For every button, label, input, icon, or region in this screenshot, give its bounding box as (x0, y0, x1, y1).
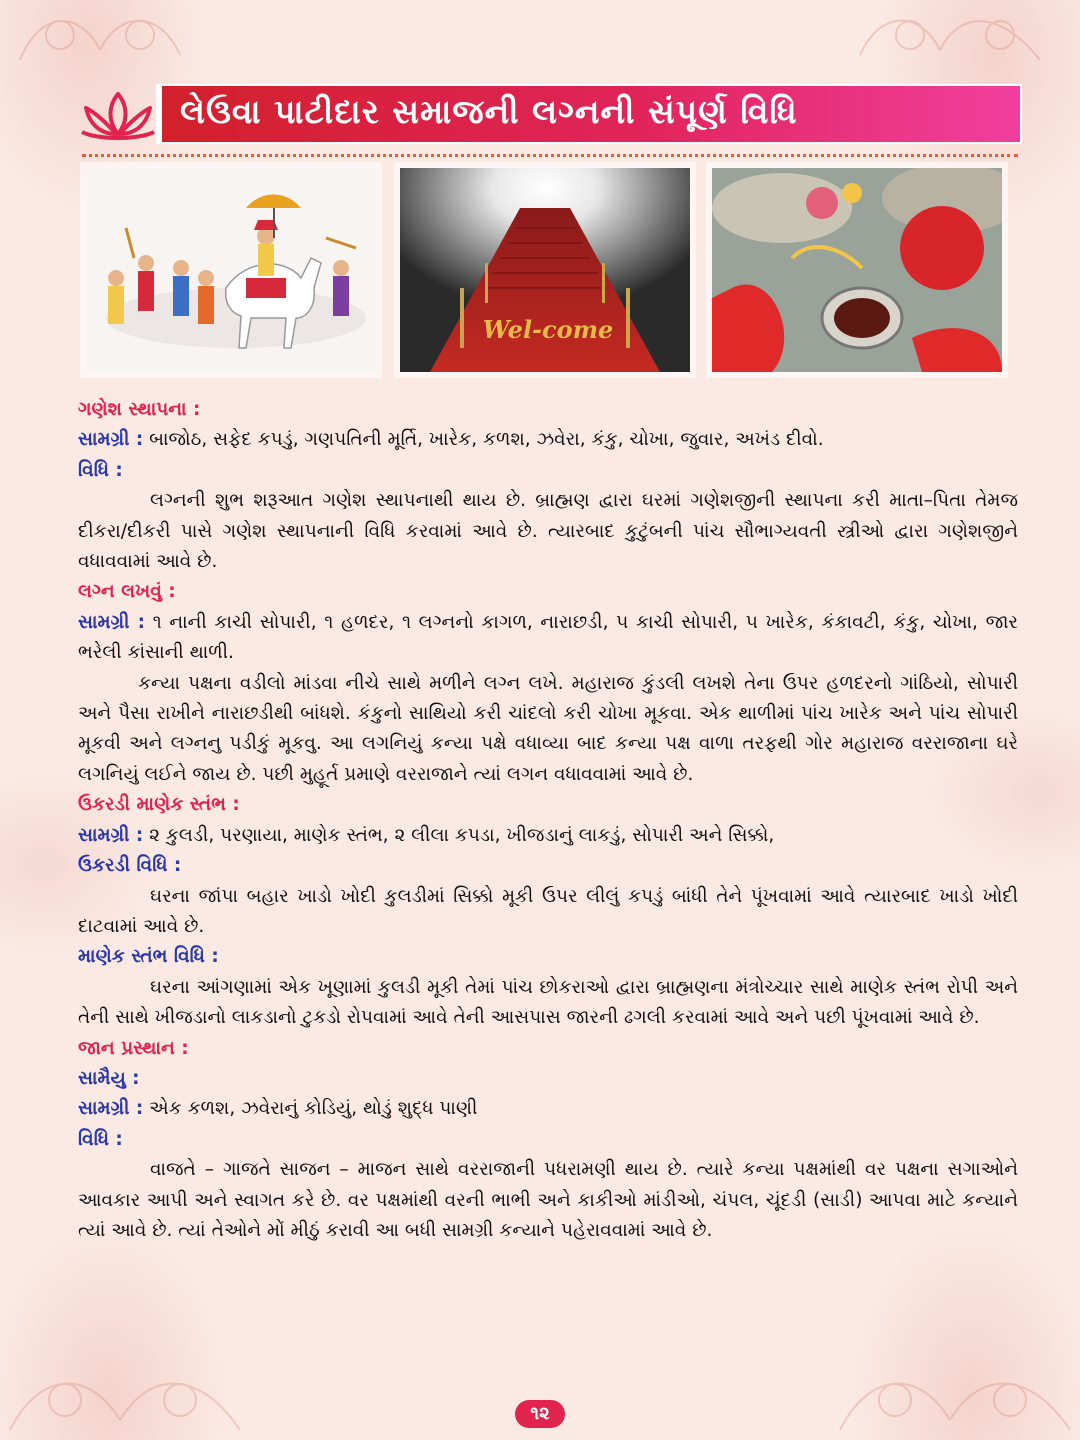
lotus-icon (78, 88, 158, 144)
floral-corner-bottom-left-icon (0, 1350, 260, 1440)
vidhi-label: વિધિ : (78, 1128, 123, 1150)
ukardi-samagri-text: ૨ કુલડી, પરણાયા, માણેક સ્તંભ, ૨ લીલા કપડા, ખીજડાનું લાકડું, સોપારી અને સિક્કો, (149, 824, 775, 846)
ukardi-vidhi-text: ઘરના જાંપા બહાર ખાડો ખોદી કુલડીમાં સિક્કો મૂકી ઉપર લીલું કપડું બાંધી તેને પૂંખવામાં આવે ત્યારબાદ ખાડો ખોદી દાટવામાં આવે છે. (78, 885, 1018, 937)
title-underline (82, 154, 1018, 157)
wedding-procession-image (86, 168, 376, 372)
jaan-vidhi-text: વાજતે – ગાજતે સાજન – માજન સાથે વરરાજાની પધરામણી થાય છે. ત્યારે કન્યા પક્ષમાંથી વર પક્ષના સગાઓને આવકાર આપી અને સ્વાગત કરે છે. વર પક્ષમાંથી વરની ભાભી અને કાકીઓ માંડીઓ, ચંપલ, ચૂંદડી (સાડી) આપવા માટે કન્યાને ત્યાં આવે છે. ત્યાં તેઓને મોં મીઠું કરાવી આ બધી સામગ્રી કન્યાને પહેરાવવામાં આવે છે. (78, 1159, 1018, 1241)
section-heading-lagan: લગ્ન લખવું : (78, 581, 176, 603)
page-number: ૧૨ (515, 1400, 565, 1428)
ukardi-samagri (78, 821, 1018, 851)
jaan-samagri-text: એક કળશ, ઝવેરાનું કોડિયું, થોડું શુદ્ધ પાણી (149, 1098, 478, 1120)
manek-vidhi-text: ઘરના આંગણામાં એક ખૂણામાં કુલડી મૂકી તેમાં પાંચ છોકરાઓ દ્વારા બ્રાહ્મણના મંત્રોચ્ચાર સાથે માણેક સ્તંભ રોપી અને તેની સાથે ખીજડાનો લાકડાનો ટુકડો રોપવામાં આવે તેની આસપાસ જારની ઢગલી કરવામાં આવે અને પછી પૂંખવામાં આવે છે. (78, 976, 1018, 1029)
lagan-vidhi-text: કન્યા પક્ષના વડીલો માંડવા નીચે સાથે મળીને લગ્ન લખે. મહારાજ કુંડલી લખશે તેના ઉપર હળદરનો ગાંઠિયો, સોપારી અને પૈસા રાખીને નારાછડીથી બાંધશે. કંકુનો સાથિયો કરી ચાંદલો કરી ચોખા મૂકવા. એક થાળીમાં પાંચ ખારેક અને પાંચ સોપારી મૂકવી અને લગ્નનુ પડીકું મૂકવુ. આ લગનિયું કન્યા પક્ષે વધાવ્યા બાદ કન્યા પક્ષ વાળા તરફથી ગોર મહારાજ વરરાજાના ઘરે લગનિયું લઈને જાય છે. પછી મુહૂર્ત પ્રમાણે વરરાજાને ત્યાં લગન વધાવવામાં આવે છે. (78, 672, 1018, 785)
jaan-samagri (78, 1094, 1018, 1124)
samaiyu-label: સામૈયુ : (78, 1067, 140, 1089)
floral-corner-top-right-icon (840, 0, 1080, 80)
section-heading-jaan: જાન પ્રસ્થાન : (78, 1037, 189, 1059)
content-body (78, 395, 1018, 1246)
section-heading-manek: માણેક સ્તંભ વિધિ : (78, 946, 219, 968)
page-title: લેઉવા પાટીદાર સમાજની લગ્નની સંપૂર્ણ વિધિ (180, 92, 798, 131)
samagri-label: સામગ્રી : (78, 611, 145, 633)
ganesh-samagri-text: બાજોઠ, સફેદ કપડું, ગણપતિની મૂર્તિ, ખારેક, કળશ, ઝવેરા, કંકુ, ચોખા, જુવાર, અખંડ દીવો. (149, 429, 824, 451)
vidhi-label: વિધિ : (78, 459, 123, 481)
puja-thali-image (712, 168, 1002, 372)
samagri-label: સામગ્રી : (78, 1098, 144, 1120)
lagan-samagri (78, 608, 1018, 669)
floral-corner-top-left-icon (0, 0, 240, 80)
section-heading-ukardi: ઉકરડી માણેક સ્તંભ : (78, 794, 240, 816)
samagri-label: સામગ્રી : (78, 824, 144, 846)
welcome-caption: Wel-come (482, 315, 614, 344)
samagri-label: સામગ્રી : (78, 429, 144, 451)
welcome-carpet-image (400, 168, 690, 372)
floral-corner-bottom-right-icon (820, 1350, 1080, 1440)
ganesh-vidhi-text: લગ્નની શુભ શરૂઆત ગણેશ સ્થાપનાથી થાય છે. બ્રાહ્મણ દ્વારા ઘરમાં ગણેશજીની સ્થાપના કરી માતા–પિતા તેમજ દીકરા/દીકરી પાસે ગણેશ સ્થાપનાની વિધિ કરવામાં આવે છે. ત્યારબાદ કુટુંબની પાંચ સૌભાગ્યવતી સ્ત્રીઓ દ્વારા ગણેશજીને વધાવવામાં આવે છે. (78, 490, 1018, 573)
section-heading-ganesh: ગણેશ સ્થાપના : (78, 399, 201, 420)
lagan-samagri-text: ૧ નાની કાચી સોપારી, ૧ હળદર, ૧ લગ્નનો કાગળ, નારાછડી, ૫ કાચી સોપારી, ૫ ખારેક, કંકાવટી, કંકુ, ચોખા, જાર ભરેલી કાંસાની થાળી. (78, 611, 1018, 664)
ukardi-vidhi-label: ઉકરડી વિધિ : (78, 855, 182, 877)
ganesh-samagri (78, 425, 1018, 455)
title-banner (156, 84, 1022, 144)
